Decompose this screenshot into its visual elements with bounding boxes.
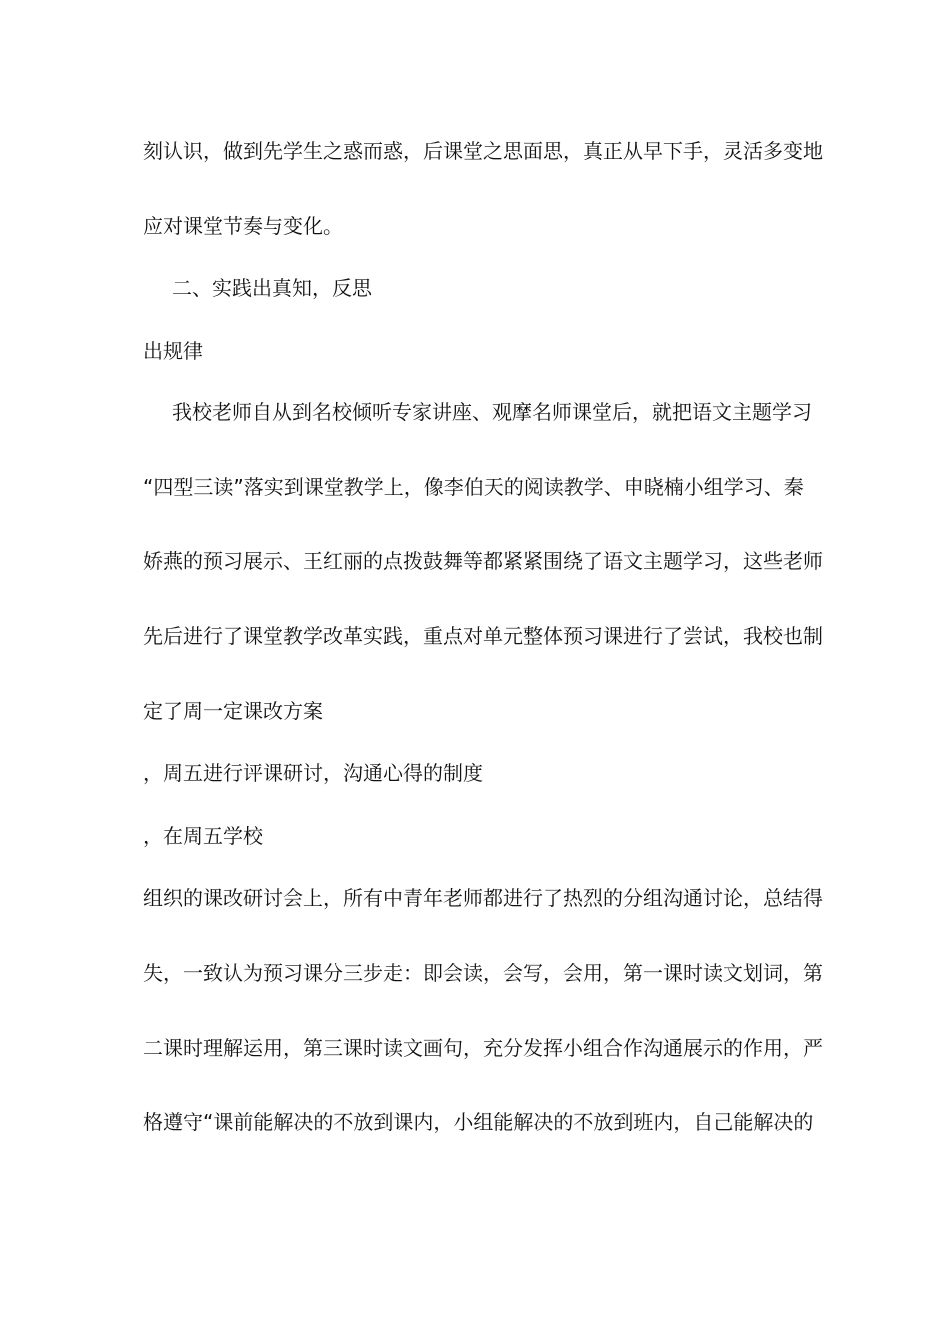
section-heading: 二、实践出真知，反思 [172,276,372,300]
text-line: 定了周一定课改方案 [143,699,323,723]
text-line: 应对课堂节奏与变化。 [143,214,343,238]
text-line: ，在周五学校 [143,824,263,848]
text-line: 组织的课改研讨会上，所有中青年老师都进行了热烈的分组沟通讨论，总结得 [143,886,823,910]
text-line: “四型三读”落实到课堂教学上，像李伯天的阅读教学、申晓楠小组学习、秦 [143,475,804,499]
text-line: 娇燕的预习展示、王红丽的点拨鼓舞等都紧紧围绕了语文主题学习，这些老师 [143,549,823,573]
text-line: 二课时理解运用，第三课时读文画句，充分发挥小组合作沟通展示的作用，严 [143,1036,823,1060]
text-line: 失，一致认为预习课分三步走：即会读，会写，会用，第一课时读文划词，第 [143,961,823,985]
section-heading-continuation: 出规律 [143,339,203,363]
text-line: ，周五进行评课研讨，沟通心得的制度 [143,761,483,785]
text-line: 我校老师自从到名校倾听专家讲座、观摩名师课堂后，就把语文主题学习 [172,400,812,424]
text-line: 刻认识，做到先学生之惑而惑，后课堂之思面思，真正从早下手，灵活多变地 [143,139,823,163]
text-line: 先后进行了课堂教学改革实践，重点对单元整体预习课进行了尝试，我校也制 [143,624,823,648]
text-line: 格遵守“课前能解决的不放到课内，小组能解决的不放到班内，自己能解决的 [143,1110,814,1134]
